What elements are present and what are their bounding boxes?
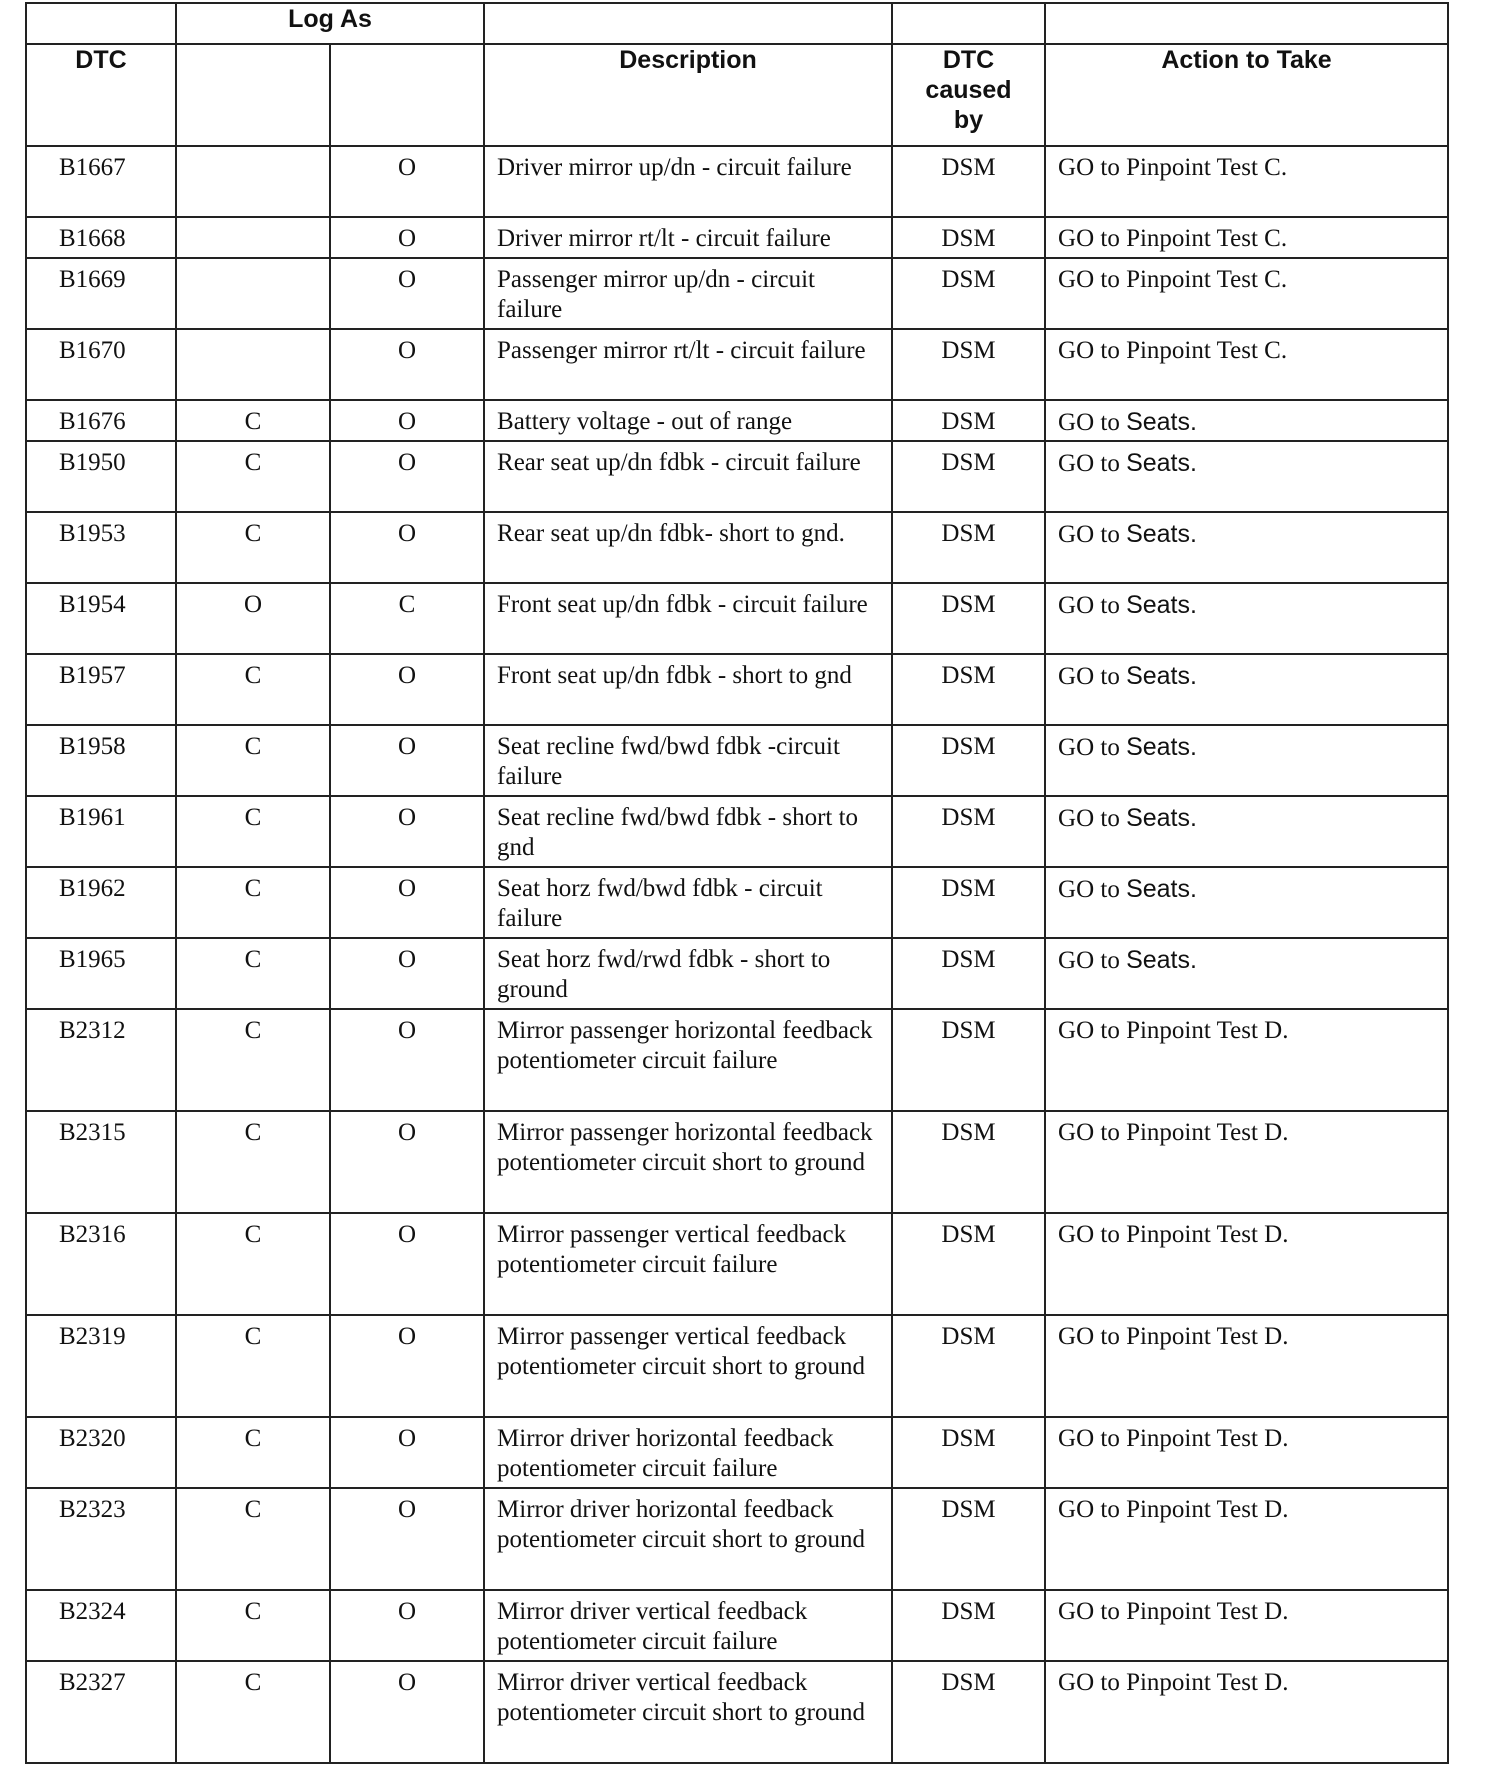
caused-by-cell: DSM [892, 796, 1045, 867]
seats-reference-link[interactable]: Seats. [1126, 804, 1197, 832]
caused-by-cell: DSM [892, 1111, 1045, 1213]
action-text: GO to [1058, 876, 1127, 903]
top-header-blank [484, 3, 892, 44]
action-text: GO to Pinpoint Test D. [1058, 1669, 1289, 1696]
log-as-1-cell: C [176, 654, 330, 725]
action-cell [1045, 1590, 1448, 1661]
log-as-2-cell: O [330, 1315, 484, 1417]
table-row [26, 1488, 1448, 1590]
table-row [26, 1417, 1448, 1488]
description-column-header: Description [484, 44, 892, 146]
description-cell: Mirror driver vertical feedback potentiometer circuit short to ground [484, 1661, 892, 1763]
table-row [26, 938, 1448, 1009]
log-as-2-cell: O [330, 796, 484, 867]
log-as-2-cell: O [330, 938, 484, 1009]
log-as-1-cell: C [176, 725, 330, 796]
log-as-1-cell: C [176, 1488, 330, 1590]
dtc-code-cell: B2323 [26, 1488, 176, 1590]
caused-by-cell: DSM [892, 1009, 1045, 1111]
table-row [26, 1661, 1448, 1763]
caused-by-cell: DSM [892, 725, 1045, 796]
table-row [26, 441, 1448, 512]
table-row [26, 1009, 1448, 1111]
caused-by-cell: DSM [892, 583, 1045, 654]
log-as-1-cell: C [176, 1111, 330, 1213]
description-cell: Mirror driver vertical feedback potentiometer circuit failure [484, 1590, 892, 1661]
action-text: GO to Pinpoint Test D. [1058, 1496, 1289, 1523]
top-header-blank [1045, 3, 1448, 44]
action-text: GO to [1058, 521, 1127, 548]
table-row [26, 725, 1448, 796]
description-cell: Battery voltage - out of range [484, 400, 892, 441]
log-as-1-cell: C [176, 400, 330, 441]
action-text: GO to [1058, 947, 1127, 974]
dtc-code-cell: B1668 [26, 217, 176, 258]
table-row [26, 796, 1448, 867]
seats-reference-link[interactable]: Seats. [1126, 733, 1197, 761]
log-as-2-cell: O [330, 1417, 484, 1488]
seats-reference-link[interactable]: Seats. [1126, 449, 1197, 477]
seats-reference-link[interactable]: Seats. [1126, 946, 1197, 974]
dtc-column-header: DTC [26, 44, 176, 146]
caused-by-cell: DSM [892, 1590, 1045, 1661]
log-as-2-cell: O [330, 146, 484, 217]
log-as-2-cell: O [330, 725, 484, 796]
caused-by-cell: DSM [892, 1488, 1045, 1590]
log-as-column-2-header [330, 44, 484, 146]
log-as-2-cell: O [330, 258, 484, 329]
caused-by-cell: DSM [892, 329, 1045, 400]
caused-by-cell: DSM [892, 938, 1045, 1009]
dtc-code-cell: B1676 [26, 400, 176, 441]
log-as-2-cell: O [330, 1488, 484, 1590]
log-as-2-cell: O [330, 1661, 484, 1763]
log-as-1-cell: C [176, 1417, 330, 1488]
caused-by-cell: DSM [892, 258, 1045, 329]
action-text: GO to Pinpoint Test D. [1058, 1598, 1289, 1625]
description-cell: Rear seat up/dn fdbk- short to gnd. [484, 512, 892, 583]
action-cell [1045, 583, 1448, 654]
table-top-header-row [26, 3, 1448, 44]
log-as-1-cell: C [176, 1213, 330, 1315]
log-as-2-cell: O [330, 1590, 484, 1661]
log-as-column-1-header [176, 44, 330, 146]
log-as-1-cell [176, 217, 330, 258]
dtc-code-cell: B1961 [26, 796, 176, 867]
description-cell: Driver mirror rt/lt - circuit failure [484, 217, 892, 258]
dtc-code-cell: B2324 [26, 1590, 176, 1661]
log-as-2-cell: O [330, 441, 484, 512]
action-cell [1045, 146, 1448, 217]
action-cell [1045, 512, 1448, 583]
dtc-code-cell: B1957 [26, 654, 176, 725]
log-as-1-cell: O [176, 583, 330, 654]
log-as-1-cell: C [176, 1315, 330, 1417]
log-as-2-cell: O [330, 1111, 484, 1213]
log-as-1-cell: C [176, 867, 330, 938]
caused-by-cell: DSM [892, 1213, 1045, 1315]
description-cell: Mirror passenger horizontal feedback potentiometer circuit failure [484, 1009, 892, 1111]
caused-by-cell: DSM [892, 867, 1045, 938]
action-text: GO to Pinpoint Test D. [1058, 1323, 1289, 1350]
log-as-1-cell: C [176, 938, 330, 1009]
action-cell [1045, 1213, 1448, 1315]
description-cell: Seat recline fwd/bwd fdbk - short to gnd [484, 796, 892, 867]
dtc-code-cell: B2319 [26, 1315, 176, 1417]
action-text: GO to Pinpoint Test D. [1058, 1221, 1289, 1248]
action-text: GO to Pinpoint Test C. [1058, 337, 1288, 364]
action-cell [1045, 1315, 1448, 1417]
dtc-code-cell: B1962 [26, 867, 176, 938]
caused-by-cell: DSM [892, 1315, 1045, 1417]
action-text: GO to [1058, 663, 1127, 690]
dtc-code-cell: B1958 [26, 725, 176, 796]
caused-by-cell: DSM [892, 512, 1045, 583]
table-row [26, 217, 1448, 258]
table-row [26, 1590, 1448, 1661]
action-cell [1045, 1417, 1448, 1488]
table-row [26, 146, 1448, 217]
log-as-1-cell [176, 146, 330, 217]
description-cell: Mirror passenger vertical feedback potentiometer circuit short to ground [484, 1315, 892, 1417]
description-cell: Driver mirror up/dn - circuit failure [484, 146, 892, 217]
table-row [26, 583, 1448, 654]
log-as-2-cell: O [330, 329, 484, 400]
dtc-code-cell: B1670 [26, 329, 176, 400]
action-cell [1045, 654, 1448, 725]
log-as-1-cell: C [176, 796, 330, 867]
caused-by-cell: DSM [892, 654, 1045, 725]
action-cell [1045, 329, 1448, 400]
log-as-1-cell: C [176, 1661, 330, 1763]
log-as-header: Log As [176, 3, 484, 44]
action-text: GO to [1058, 409, 1127, 436]
action-text: GO to Pinpoint Test C. [1058, 225, 1288, 252]
seats-reference-link[interactable]: Seats. [1126, 408, 1197, 436]
log-as-2-cell: O [330, 1009, 484, 1111]
action-cell [1045, 258, 1448, 329]
action-column-header: Action to Take [1045, 44, 1448, 146]
table-row [26, 258, 1448, 329]
seats-reference-link[interactable]: Seats. [1126, 875, 1197, 903]
table-row [26, 329, 1448, 400]
dtc-code-cell: B1954 [26, 583, 176, 654]
seats-reference-link[interactable]: Seats. [1126, 591, 1197, 619]
description-cell: Passenger mirror up/dn - circuit failure [484, 258, 892, 329]
description-cell: Seat recline fwd/bwd fdbk -circuit failure [484, 725, 892, 796]
table-row [26, 1315, 1448, 1417]
action-text: GO to Pinpoint Test D. [1058, 1119, 1289, 1146]
log-as-1-cell: C [176, 441, 330, 512]
log-as-2-cell: O [330, 654, 484, 725]
action-text: GO to [1058, 805, 1127, 832]
description-cell: Mirror driver horizontal feedback potentiometer circuit failure [484, 1417, 892, 1488]
table-header-row [26, 44, 1448, 146]
table-row [26, 867, 1448, 938]
dtc-code-cell: B2315 [26, 1111, 176, 1213]
description-cell: Passenger mirror rt/lt - circuit failure [484, 329, 892, 400]
caused-by-cell: DSM [892, 1417, 1045, 1488]
action-cell [1045, 725, 1448, 796]
action-cell [1045, 1111, 1448, 1213]
table-row [26, 400, 1448, 441]
dtc-code-cell: B2327 [26, 1661, 176, 1763]
action-cell [1045, 796, 1448, 867]
caused-by-cell: DSM [892, 146, 1045, 217]
dtc-code-cell: B1669 [26, 258, 176, 329]
log-as-1-cell: C [176, 1009, 330, 1111]
dtc-code-cell: B1667 [26, 146, 176, 217]
action-cell [1045, 1009, 1448, 1111]
action-text: GO to Pinpoint Test D. [1058, 1017, 1289, 1044]
description-cell: Front seat up/dn fdbk - short to gnd [484, 654, 892, 725]
seats-reference-link[interactable]: Seats. [1126, 662, 1197, 690]
action-cell [1045, 1488, 1448, 1590]
action-cell [1045, 400, 1448, 441]
log-as-2-cell: O [330, 217, 484, 258]
log-as-2-cell: O [330, 400, 484, 441]
dtc-code-cell: B2320 [26, 1417, 176, 1488]
caused-by-cell: DSM [892, 217, 1045, 258]
action-text: GO to [1058, 592, 1127, 619]
dtc-code-cell: B1950 [26, 441, 176, 512]
description-cell: Seat horz fwd/rwd fdbk - short to ground [484, 938, 892, 1009]
caused-by-cell: DSM [892, 1661, 1045, 1763]
caused-by-column-header: DTC caused by [892, 44, 1045, 146]
log-as-1-cell: C [176, 1590, 330, 1661]
caused-by-cell: DSM [892, 400, 1045, 441]
description-cell: Rear seat up/dn fdbk - circuit failure [484, 441, 892, 512]
action-cell [1045, 217, 1448, 258]
dtc-code-cell: B1965 [26, 938, 176, 1009]
dtc-table [25, 2, 1449, 1764]
log-as-1-cell: C [176, 512, 330, 583]
description-cell: Mirror driver horizontal feedback potentiometer circuit short to ground [484, 1488, 892, 1590]
action-text: GO to Pinpoint Test D. [1058, 1425, 1289, 1452]
action-cell [1045, 1661, 1448, 1763]
action-cell [1045, 938, 1448, 1009]
action-cell [1045, 441, 1448, 512]
dtc-code-cell: B2312 [26, 1009, 176, 1111]
description-cell: Front seat up/dn fdbk - circuit failure [484, 583, 892, 654]
action-text: GO to [1058, 734, 1127, 761]
description-cell: Seat horz fwd/bwd fdbk - circuit failure [484, 867, 892, 938]
log-as-2-cell: O [330, 867, 484, 938]
dtc-table-body [26, 146, 1448, 1763]
action-text: GO to [1058, 450, 1127, 477]
dtc-code-cell: B1953 [26, 512, 176, 583]
description-cell: Mirror passenger horizontal feedback potentiometer circuit short to ground [484, 1111, 892, 1213]
caused-by-cell: DSM [892, 441, 1045, 512]
table-row [26, 1213, 1448, 1315]
log-as-1-cell [176, 258, 330, 329]
description-cell: Mirror passenger vertical feedback potentiometer circuit failure [484, 1213, 892, 1315]
log-as-2-cell: O [330, 1213, 484, 1315]
action-cell [1045, 867, 1448, 938]
top-header-blank [892, 3, 1045, 44]
table-row [26, 512, 1448, 583]
action-text: GO to Pinpoint Test C. [1058, 266, 1288, 293]
top-header-blank [26, 3, 176, 44]
table-row [26, 1111, 1448, 1213]
table-row [26, 654, 1448, 725]
log-as-2-cell: O [330, 512, 484, 583]
seats-reference-link[interactable]: Seats. [1126, 520, 1197, 548]
log-as-2-cell: C [330, 583, 484, 654]
action-text: GO to Pinpoint Test C. [1058, 154, 1288, 181]
dtc-code-cell: B2316 [26, 1213, 176, 1315]
log-as-1-cell [176, 329, 330, 400]
